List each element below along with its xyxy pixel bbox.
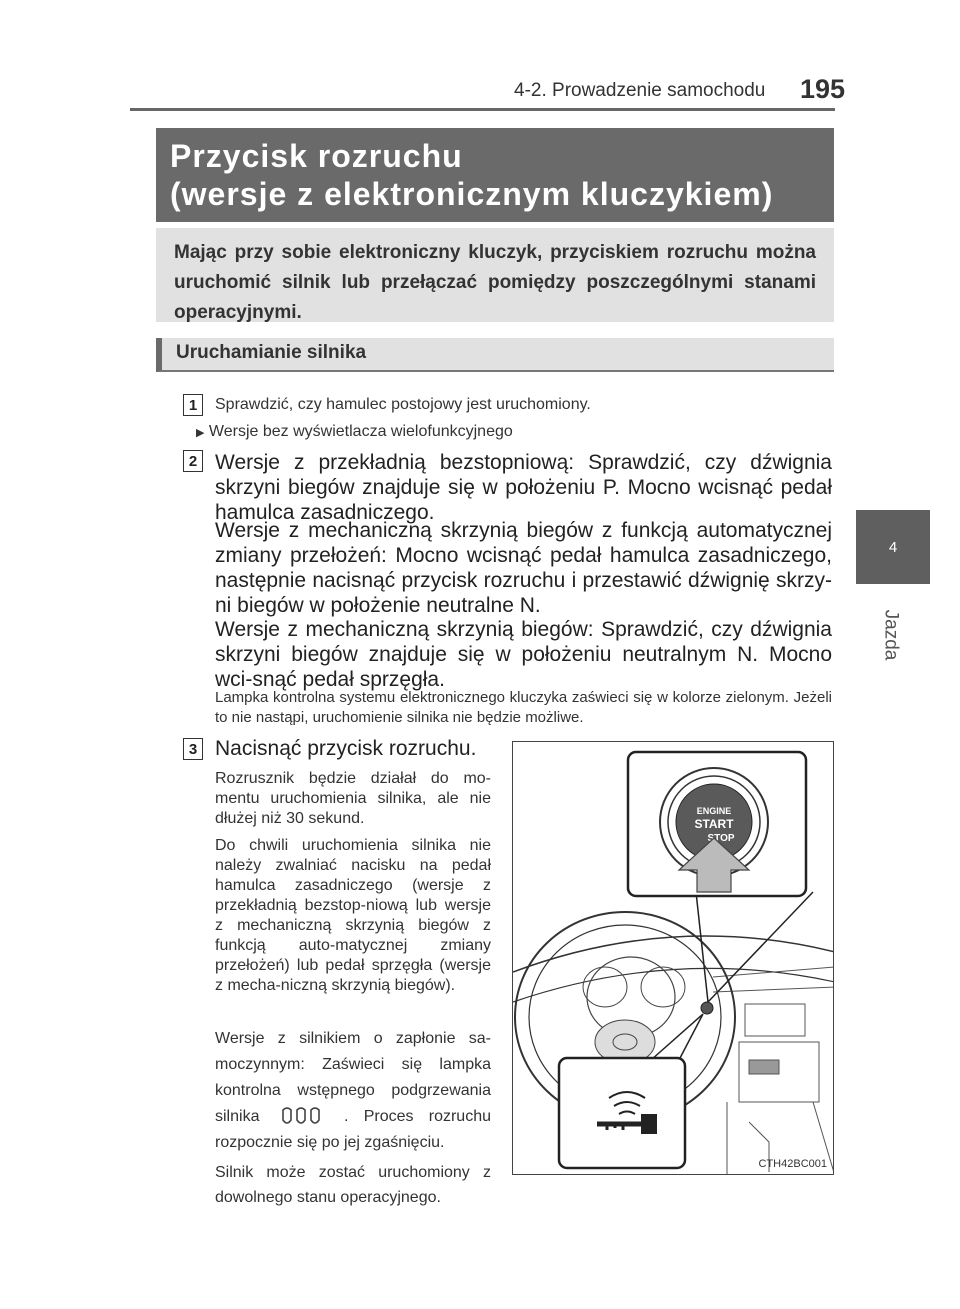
triangle-bullet-icon: ▶ [196, 427, 205, 439]
step-number-1: 1 [183, 394, 203, 416]
button-label-start: START [694, 817, 734, 831]
subheading: Uruchamianie silnika [156, 338, 834, 372]
version-note [196, 423, 513, 441]
intro-box: Mając przy sobie elektroniczny kluczyk, przyciskiem rozruchu można uruchomić silnik lub przełączać pomiędzy poszczególnymi stanami operacyjnymi. [156, 228, 834, 322]
step-3-paragraph-1: Rozrusznik będzie działał do mo-mentu uruchomienia silnika, ale nie dłużej niż 30 sekund. [215, 770, 491, 827]
step-number-3: 3 [183, 738, 203, 760]
title-line-1: Przycisk rozruchu [170, 138, 463, 174]
step-3-paragraph-3-b: . Proces rozruchu rozpocznie się po jej zgaśnięciu. [215, 1108, 491, 1152]
header-rule [130, 108, 835, 111]
glow-plug-icon [275, 1104, 329, 1130]
step-2-paragraph-1: Wersje z przekładnią bezstopniową: Sprawdzić, czy dźwignia skrzyni biegów znajduje się w położeniu P. Mocno wcisnąć pedał hamulca zasadniczego. [215, 451, 832, 524]
step-3-paragraph-3 [215, 1026, 491, 1156]
step-number-2: 2 [183, 450, 203, 472]
section-header: 4-2. Prowadzenie samochodu [514, 80, 766, 101]
step-3-text: Nacisnąć przycisk rozruchu. [215, 737, 477, 760]
step-3-paragraph-2: Do chwili uruchomienia silnika nie należy zwalniać nacisku na pedał hamulca zasadniczego (wersje z przekładnią bezstop-niową lub wersje z mechaniczną skrzynią biegów z funkcją auto-matycznej zmiany przełożeń) lub pedał sprzęgła (wersje z mecha-niczną skrzynią biegów). [215, 837, 491, 994]
step-3-paragraph-3-a: Wersje z silnikiem o zapłonie sa-moczynnym: Zaświeci się lampka kontrolna wstępnego podgrzewania silnika [215, 1030, 491, 1126]
step-2-note: Lampka kontrolna systemu elektronicznego kluczyka zaświeci się w kolorze zielonym. Jeżeli to nie nastąpi, uruchomienie silnika nie będzie możliwe. [215, 689, 832, 726]
figure-code: CTH42BC001 [758, 1158, 827, 1170]
chapter-tab-label: Jazda [880, 609, 902, 661]
version-note-text: Wersje bez wyświetlacza wielofunkcyjnego [208, 423, 513, 440]
step-1-text: Sprawdzić, czy hamulec postojowy jest uruchomiony. [215, 396, 591, 413]
dashboard-illustration [513, 742, 834, 1175]
step-3-paragraph-4: Silnik może zostać uruchomiony z dowolnego stanu operacyjnego. [215, 1164, 491, 1206]
title-line-2: (wersje z elektronicznym kluczykiem) [170, 176, 774, 212]
page-number: 195 [800, 74, 846, 104]
button-label-stop: STOP [707, 833, 735, 844]
step-2-paragraph-2: Wersje z mechaniczną skrzynią biegów z funkcją automatycznej zmiany przełożeń: Mocno wcisnąć pedał hamulca zasadniczego, następnie nacisnąć przycisk rozruchu i przestawić dźwignię skrzy-ni biegów w położenie neutralne N. [215, 519, 832, 617]
step-2-paragraph-3: Wersje z mechaniczną skrzynią biegów: Sprawdzić, czy dźwignia skrzyni biegów znajduje się w położeniu neutralnym N. Mocno wci-snąć pedał sprzęgła. [215, 618, 832, 691]
page-title [156, 128, 834, 222]
button-label-engine: ENGINE [696, 806, 732, 816]
chapter-tab: 4 [856, 510, 930, 584]
figure-start-button [512, 741, 834, 1175]
